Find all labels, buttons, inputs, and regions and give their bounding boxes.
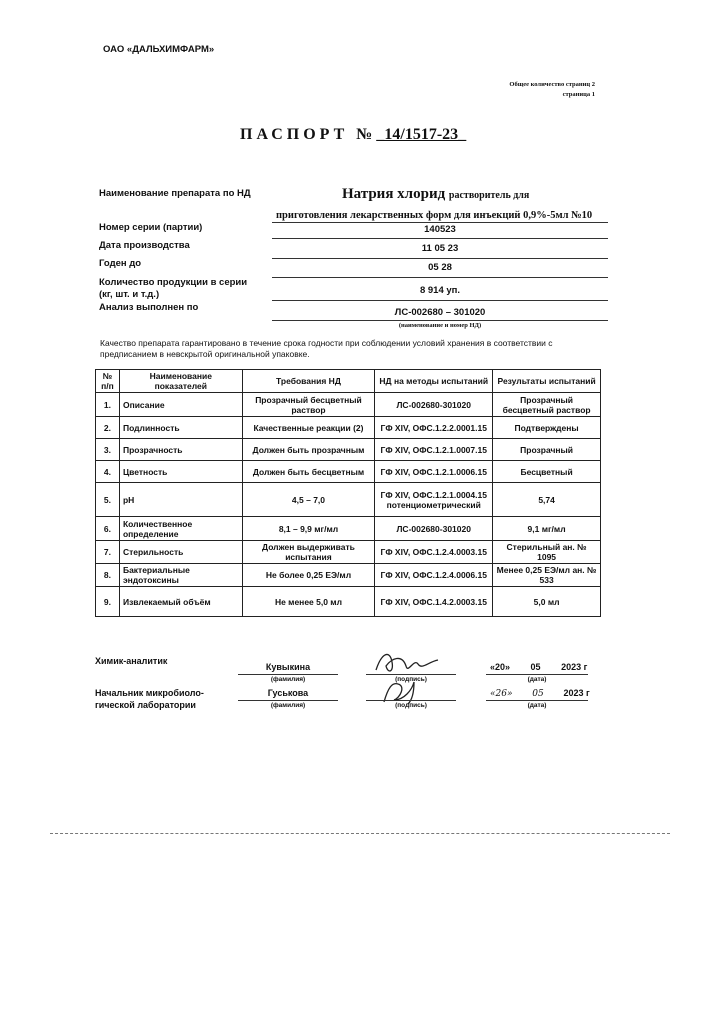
row-number: 4. [96, 461, 120, 483]
row-number: 9. [96, 587, 120, 617]
production-date-label: Дата производства [99, 240, 190, 251]
row-number: 7. [96, 541, 120, 564]
drug-name-line2: приготовления лекарственных форм для инъекций 0,9%-5мл №10 [276, 210, 593, 221]
date-month: 05 [530, 662, 541, 672]
result-cell: Прозрачный [493, 439, 601, 461]
table-header-row [96, 370, 601, 393]
method-cell: ГФ XIV, ОФС.1.2.2.0001.15 [375, 417, 493, 439]
indicator-cell: Бактериальные эндотоксины [119, 564, 242, 587]
result-cell: Бесцветный [493, 461, 601, 483]
cut-line [50, 833, 670, 834]
method-cell: ГФ XIV, ОФС.1.2.1.0006.15 [375, 461, 493, 483]
date-caption: (дата) [527, 676, 547, 683]
date-day: «20» [490, 662, 511, 672]
header-cell: Требования НД [242, 370, 375, 393]
row-number: 3. [96, 439, 120, 461]
head-label-line1: Начальник микробиоло- [95, 688, 204, 698]
result-cell: Прозрачный бесцветный раствор [493, 393, 601, 417]
head-label-line2: гической лаборатории [95, 700, 196, 710]
underline [272, 222, 608, 223]
table-row [96, 483, 601, 517]
table-row [96, 541, 601, 564]
indicator-cell: Подлинность [119, 417, 242, 439]
quantity-label [99, 277, 247, 301]
row-number: 2. [96, 417, 120, 439]
title-word: ПАСПОРТ № [240, 126, 377, 143]
method-cell: ЛС-002680-301020 [375, 393, 493, 417]
drug-name-rest: растворитель для [448, 190, 530, 201]
header-cell: № п/п [96, 370, 120, 393]
passport-number: _14/1517-23_ [376, 126, 467, 143]
row-number: 6. [96, 517, 120, 541]
chemist-signature [372, 648, 442, 676]
header-cell: Результаты испытаний [493, 370, 601, 393]
page-number: страница 1 [562, 91, 595, 98]
indicator-cell: Извлекаемый объём [119, 587, 242, 617]
production-date-value: 11 05 23 [421, 243, 459, 254]
method-cell: ЛС-002680-301020 [375, 517, 493, 541]
drug-name-line1 [342, 186, 529, 203]
signature-caption: (подпись) [395, 676, 427, 683]
table-row [96, 564, 601, 587]
document-title [240, 126, 466, 144]
surname-caption: (фамилия) [270, 702, 306, 709]
indicator-cell: Прозрачность [119, 439, 242, 461]
underline [272, 258, 608, 259]
underline [272, 320, 608, 321]
indicator-cell: Цветность [119, 461, 242, 483]
date-day: «26» [490, 689, 513, 699]
method-cell: ГФ XIV, ОФС.1.2.1.0004.15 потенциометрический [375, 483, 493, 517]
row-number: 8. [96, 564, 120, 587]
result-cell: Подтверждены [493, 417, 601, 439]
requirement-cell: 8,1 – 9,9 мг/мл [242, 517, 375, 541]
requirement-cell: Должен быть прозрачным [242, 439, 375, 461]
batch-label: Номер серии (партии) [99, 222, 203, 233]
requirement-cell: Должен выдерживать испытания [242, 541, 375, 564]
drug-label: Наименование препарата по НД [99, 188, 251, 199]
analysis-caption: (наименование и номер НД) [398, 322, 482, 329]
indicator-cell: Количественное определение [119, 517, 242, 541]
method-cell: ГФ XIV, ОФС.1.4.2.0003.15 [375, 587, 493, 617]
underline [272, 300, 608, 301]
quantity-label-line2: (кг, шт. и т.д.) [99, 289, 160, 300]
underline [272, 238, 608, 239]
signature-caption: (подпись) [395, 702, 427, 709]
table-row [96, 439, 601, 461]
result-cell: 9,1 мг/мл [493, 517, 601, 541]
result-cell: Стерильный ан. № 1095 [493, 541, 601, 564]
requirement-cell: Не более 0,25 ЕЭ/мл [242, 564, 375, 587]
method-cell: ГФ XIV, ОФС.1.2.1.0007.15 [375, 439, 493, 461]
head-label [95, 687, 204, 711]
indicator-cell: Описание [119, 393, 242, 417]
date-caption: (дата) [527, 702, 547, 709]
analysis-value: ЛС-002680 – 301020 [394, 307, 486, 318]
underline [272, 277, 608, 278]
row-number: 1. [96, 393, 120, 417]
quantity-value: 8 914 уп. [419, 285, 461, 296]
company-name: ОАО «ДАЛЬХИМФАРМ» [103, 44, 215, 55]
requirement-cell: Прозрачный бесцветный раствор [242, 393, 375, 417]
underline [486, 674, 588, 675]
table-row [96, 417, 601, 439]
table-row [96, 517, 601, 541]
requirement-cell: Не менее 5,0 мл [242, 587, 375, 617]
underline [366, 674, 456, 675]
indicator-cell: pH [119, 483, 242, 517]
row-number: 5. [96, 483, 120, 517]
method-cell: ГФ XIV, ОФС.1.2.4.0006.15 [375, 564, 493, 587]
underline [366, 700, 456, 701]
quantity-label-line1: Количество продукции в серии [99, 277, 248, 288]
method-cell: ГФ XIV, ОФС.1.2.4.0003.15 [375, 541, 493, 564]
date-year: 2023 г [561, 662, 588, 672]
storage-note: Качество препарата гарантировано в течение срока годности при соблюдении условий хранения в соответствии с предписанием в невскрытой оригинальной упаковке. [100, 338, 553, 359]
result-cell: 5,74 [493, 483, 601, 517]
test-results-table [95, 369, 601, 617]
underline [238, 700, 338, 701]
expiry-value: 05 28 [428, 262, 452, 273]
header-cell: НД на методы испытаний [375, 370, 493, 393]
requirement-cell: Качественные реакции (2) [242, 417, 375, 439]
head-surname: Гуськова [267, 688, 309, 698]
page-count [509, 80, 595, 100]
expiry-label: Годен до [99, 258, 142, 269]
indicator-cell: Стерильность [119, 541, 242, 564]
header-cell: Наименование показателей [119, 370, 242, 393]
head-date [490, 688, 590, 699]
underline [486, 700, 588, 701]
batch-value: 140523 [424, 224, 456, 235]
analysis-label: Анализ выполнен по [99, 302, 199, 313]
date-month: 05 [532, 689, 544, 699]
requirement-cell: Должен быть бесцветным [242, 461, 375, 483]
table-row [96, 587, 601, 617]
surname-caption: (фамилия) [270, 676, 306, 683]
total-pages: Общее количество страниц 2 [509, 81, 595, 88]
drug-name: Натрия хлорид [342, 186, 446, 202]
result-cell: Менее 0,25 ЕЭ/мл ан. № 533 [493, 564, 601, 587]
date-year: 2023 г [563, 688, 590, 698]
chemist-surname: Кувыкина [265, 662, 311, 672]
table-row [96, 393, 601, 417]
result-cell: 5,0 мл [493, 587, 601, 617]
underline [238, 674, 338, 675]
chemist-label: Химик-аналитик [95, 656, 168, 666]
chemist-date [490, 662, 587, 672]
requirement-cell: 4,5 – 7,0 [242, 483, 375, 517]
table-row [96, 461, 601, 483]
